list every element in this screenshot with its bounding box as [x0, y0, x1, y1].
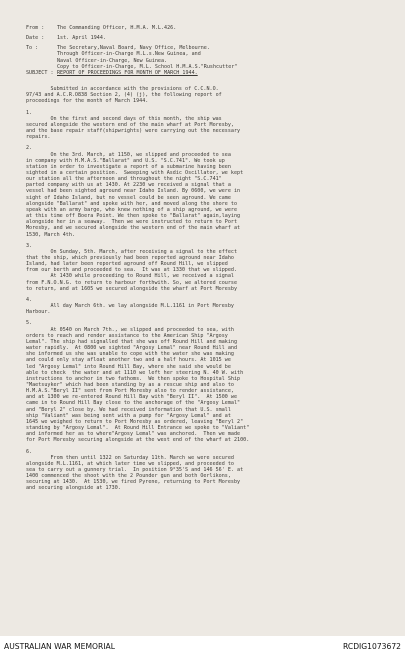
subject-label: SUBJECT :	[26, 69, 54, 76]
subject-row	[26, 70, 391, 76]
paragraph-line: came in to Round Hill Bay close to the anchorage of the "Argosy Lemal"	[26, 400, 241, 407]
intro-line: Submitted in accordance with the provisions of C.C.N.O.	[26, 86, 219, 93]
subject-value: REPORT OF PROCEEDINGS FOR MONTH OF MARCH 1944.	[57, 69, 198, 76]
paragraph-line: Lemal". The ship had signalled that she was off Round Hill and making	[26, 338, 238, 345]
paragraph-line: water rapidly. At 0800 we sighted "Argosy Lemal" near Round Hill and	[26, 345, 238, 352]
paragraph-line: standing by "Argosy Lemal". At Round Hill Entrance we spoke to "Valiant"	[26, 425, 250, 432]
paragraph-line: able to check the water and at 1110 we left her steering N. 40 W. with	[26, 369, 244, 376]
report-body	[26, 25, 391, 492]
to-block	[26, 45, 391, 76]
date-row	[26, 35, 391, 41]
paragraph-line: 1400 commenced the shoot with the 2 Pounder gun and both Oerlikons,	[26, 473, 231, 480]
paragraph-line: from F.N.O.N.G. to return to harbour forthwith. So, we altered course	[26, 279, 238, 286]
paragraph-line: from our berth and proceeded to sea. It was at 1330 that we slipped.	[26, 267, 238, 274]
paragraph-line: alongside "Ballarat" and spoke with her, and moved along the shore to	[26, 200, 238, 207]
to-label: To :	[26, 45, 39, 52]
paragraph-line: On the first and second days of this month, the ship was	[26, 115, 222, 122]
paragraph-line: At 1430 while proceeding to Round Hill, we received a signal	[26, 273, 234, 280]
paragraph-line: our station all the afternoon and throughout the night "S.C.741"	[26, 176, 222, 183]
paragraph-line: at this time off Boera Point. We then spoke to "Ballarat" again,laying	[26, 213, 241, 220]
paragraph-line: Harbour.	[26, 309, 51, 316]
from-label: From :	[26, 25, 45, 31]
numbered-paragraph	[26, 110, 391, 141]
paragraph-line: At 0540 on March 7th., we slipped and proceeded to sea, with	[26, 326, 234, 333]
paragraph-line: sight of Idaho Island, but no vessel could be seen aground. We came	[26, 194, 231, 201]
paragraph-line: securing at 1430. At 1530, we fired Pyrene, returning to Port Moresby	[26, 479, 241, 486]
paragraph-line: H.M.A.S."Beryl II" sent from Port Moresby also to render assistance,	[26, 388, 234, 395]
numbered-paragraph	[26, 449, 391, 492]
paragraph-line: and at 1300 we re-entered Round Hill Bay with "Beryl II". At 1500 we	[26, 394, 238, 401]
paragraph-line: she informed us she was unable to cope with the water she was making	[26, 351, 234, 358]
paragraph-line: led "Argosy Lemal" into Round Hill Bay, where she said she would be	[26, 363, 231, 370]
from-value: The Commanding Officer, H.M.A. M.L.426.	[57, 25, 177, 31]
paragraph-number: 2.	[26, 145, 33, 152]
paragraph-line: for Port Moresby securing alongside at the west end of the wharf at 2100.	[26, 437, 250, 444]
paragraph-number: 3.	[26, 242, 33, 249]
paragraph-line: From then until 1322 on Saturday 11th. March we were secured	[26, 454, 234, 461]
paragraph-line: Island, had later been reported aground off Round Hill, we slipped	[26, 261, 228, 268]
paragraph-number: 6.	[26, 448, 33, 455]
to-line: Copy to Officer-in-Charge, M.L. School H.M.A.S."Rushcutter"	[57, 63, 238, 70]
paragraph-line: parted company with us at 1430. At 2230 we received a signal that a	[26, 182, 231, 189]
paragraph-line: and could only stay afloat another two and a half hours. At 1015 we	[26, 357, 231, 364]
to-line: Through Officer-in-Charge M.L.s.New Guinea, and	[57, 51, 201, 58]
paragraph-line: All day March 6th. we lay alongside M.L.1161 in Port Moresby	[26, 303, 234, 310]
paragraph-line: speak with an army barge, who knew nothing of a ship aground, we were	[26, 206, 238, 213]
paragraph-line: "Maetsuyker" which had been standing by as a rescue ship and also to	[26, 381, 234, 388]
to-line: The Secretary,Naval Board, Navy Office, Melbourne.	[57, 45, 210, 52]
numbered-paragraph	[26, 297, 391, 315]
paragraph-line: and securing alongside at 1730.	[26, 485, 121, 492]
paragraph-line: 1530, March 4th.	[26, 231, 75, 238]
paragraph-line: Moresby, and we secured alongside the western end of the main wharf at	[26, 225, 241, 232]
intro-paragraph	[26, 86, 391, 104]
paragraph-line: that the ship, which previously had been reported aground near Idaho	[26, 255, 234, 261]
paragraph-line: sighted in a certain position. Sweeping with Asdic Oscillator, we kept	[26, 169, 244, 176]
paragraph-number: 1.	[26, 109, 33, 116]
paragraph-line: vessel had been sighted aground near Idaho Island. By 0600, we were in	[26, 188, 241, 195]
paragraph-line: repairs.	[26, 134, 51, 141]
footer-source: AUSTRALIAN WAR MEMORIAL	[4, 642, 115, 651]
paragraph-line: alongside her in a seaway. Then we were instructed to return to Port	[26, 219, 238, 226]
paragraph-line: On Sunday, 5th. March, after receiving a signal to the effect	[26, 248, 238, 255]
numbered-paragraph	[26, 320, 391, 443]
paragraph-line: 1645 we weighed to return to Port Moresby as ordered, leaving "Beryl 2"	[26, 418, 244, 425]
paragraph-line: sea to carry out a gunnery trial. In position 9°35'S and 146 56' E. at	[26, 467, 244, 473]
paragraph-line: and the base repair staff(shipwrights) were carrying out the necessary	[26, 128, 241, 135]
paragraph-line: alongside M.L.1161, at which later time we slipped, and proceeded to	[26, 460, 234, 467]
date-label: Date :	[26, 35, 45, 42]
paragraph-line: secured alongside the western end of the main wharf at Port Moresby,	[26, 121, 234, 128]
to-line: Naval Officer-in-Charge, New Guinea.	[57, 57, 168, 64]
date-value: 1st. April 1944.	[57, 35, 106, 42]
intro-line: proceedings for the month of March 1944.	[26, 98, 149, 105]
paragraph-line: station in order to investigate a report of a submarine having been	[26, 163, 231, 170]
paragraph-line: instructions to anchor in two fathoms. We then spoke to Hospital Ship	[26, 375, 241, 382]
from-row	[26, 25, 391, 31]
numbered-paragraph	[26, 243, 391, 292]
numbered-paragraph	[26, 145, 391, 237]
paragraph-line: orders to reach and render assistance to the American Ship "Argosy	[26, 332, 228, 339]
paragraph-list	[26, 110, 391, 492]
footer-record-id: RCDIG1073672	[343, 642, 401, 651]
paragraph-line: and informed her as to where"Argosy Lemal" was anchored. Then we made	[26, 431, 241, 438]
intro-line: 97/43 and A.C.R.O838 Section 2, (4) (j), the following report of	[26, 92, 222, 99]
paragraph-line: On the 3rd. March, at 1150, we slipped and proceeded to sea	[26, 151, 231, 158]
paragraph-line: in company with H.M.A.S."Ballarat" and U.S. "S.C.741". We took up	[26, 157, 225, 164]
paragraph-line: ship "Valiant" was being sent with a pump for "Argosy Lemal" and at	[26, 412, 231, 419]
paragraph-number: 4.	[26, 296, 33, 303]
archive-footer	[0, 636, 405, 654]
paragraph-line: to return, and at 1605 we secured alongside the wharf at Port Moresby	[26, 285, 238, 292]
paragraph-line: and "Beryl 2" close by. We had received information that U.S. small	[26, 406, 231, 413]
paragraph-number: 5.	[26, 320, 33, 327]
